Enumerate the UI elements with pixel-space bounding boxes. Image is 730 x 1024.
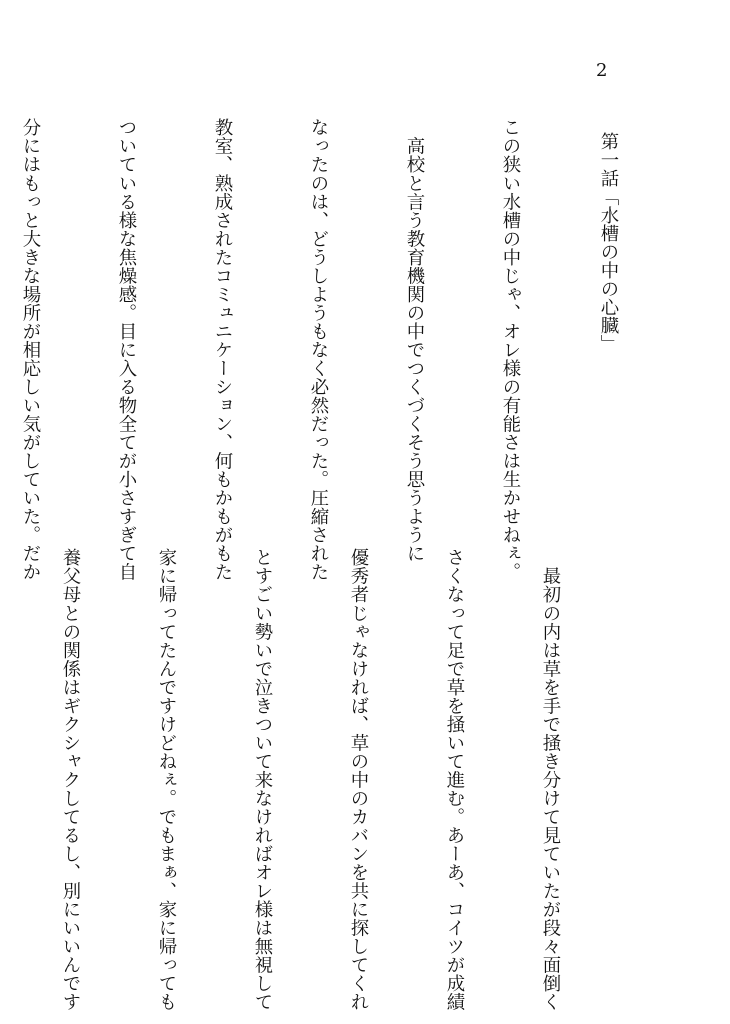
text-line: ついている様な焦燥感。目に入る物全てが小さすぎて自 [116, 118, 137, 581]
text-line: 優秀者じゃなければ、草の中のカバンを共に探してくれ [348, 548, 369, 1011]
chapter-title: 第一話「水槽の中の心臓」 [598, 132, 619, 353]
text-line: とすごい勢いで泣きついて来なければオレ様は無視して [252, 548, 273, 1011]
text-line: 高校と言う教育機関の中でつくづくそう思うように [404, 118, 425, 563]
text-line: この狭い水槽の中じゃ、オレ様の有能さは生かせねぇ。 [500, 118, 521, 581]
text-line: 最初の内は草を手で掻き分けて見ていたが段々面倒く [540, 548, 561, 1011]
text-line: 養父母との関係はギクシャクしてるし、別にいいんです [60, 548, 81, 1011]
text-line: 分にはもっと大きな場所が相応しい気がしていた。だか [20, 118, 41, 581]
text-block-bottom [0, 548, 630, 1011]
text-line: なったのは、どうしようもなく必然だった。圧縮された [308, 118, 329, 581]
text-block-top [0, 118, 590, 581]
page-number: 2 [596, 60, 608, 81]
text-line: さくなって足で草を掻いて進む。あーあ、コイツが成績 [444, 548, 465, 1011]
text-line: 家に帰ってたんですけどねぇ。でもまぁ、家に帰っても [156, 548, 177, 1011]
text-line: 教室、熟成されたコミュニケーション、何もかもがもた [212, 118, 233, 581]
